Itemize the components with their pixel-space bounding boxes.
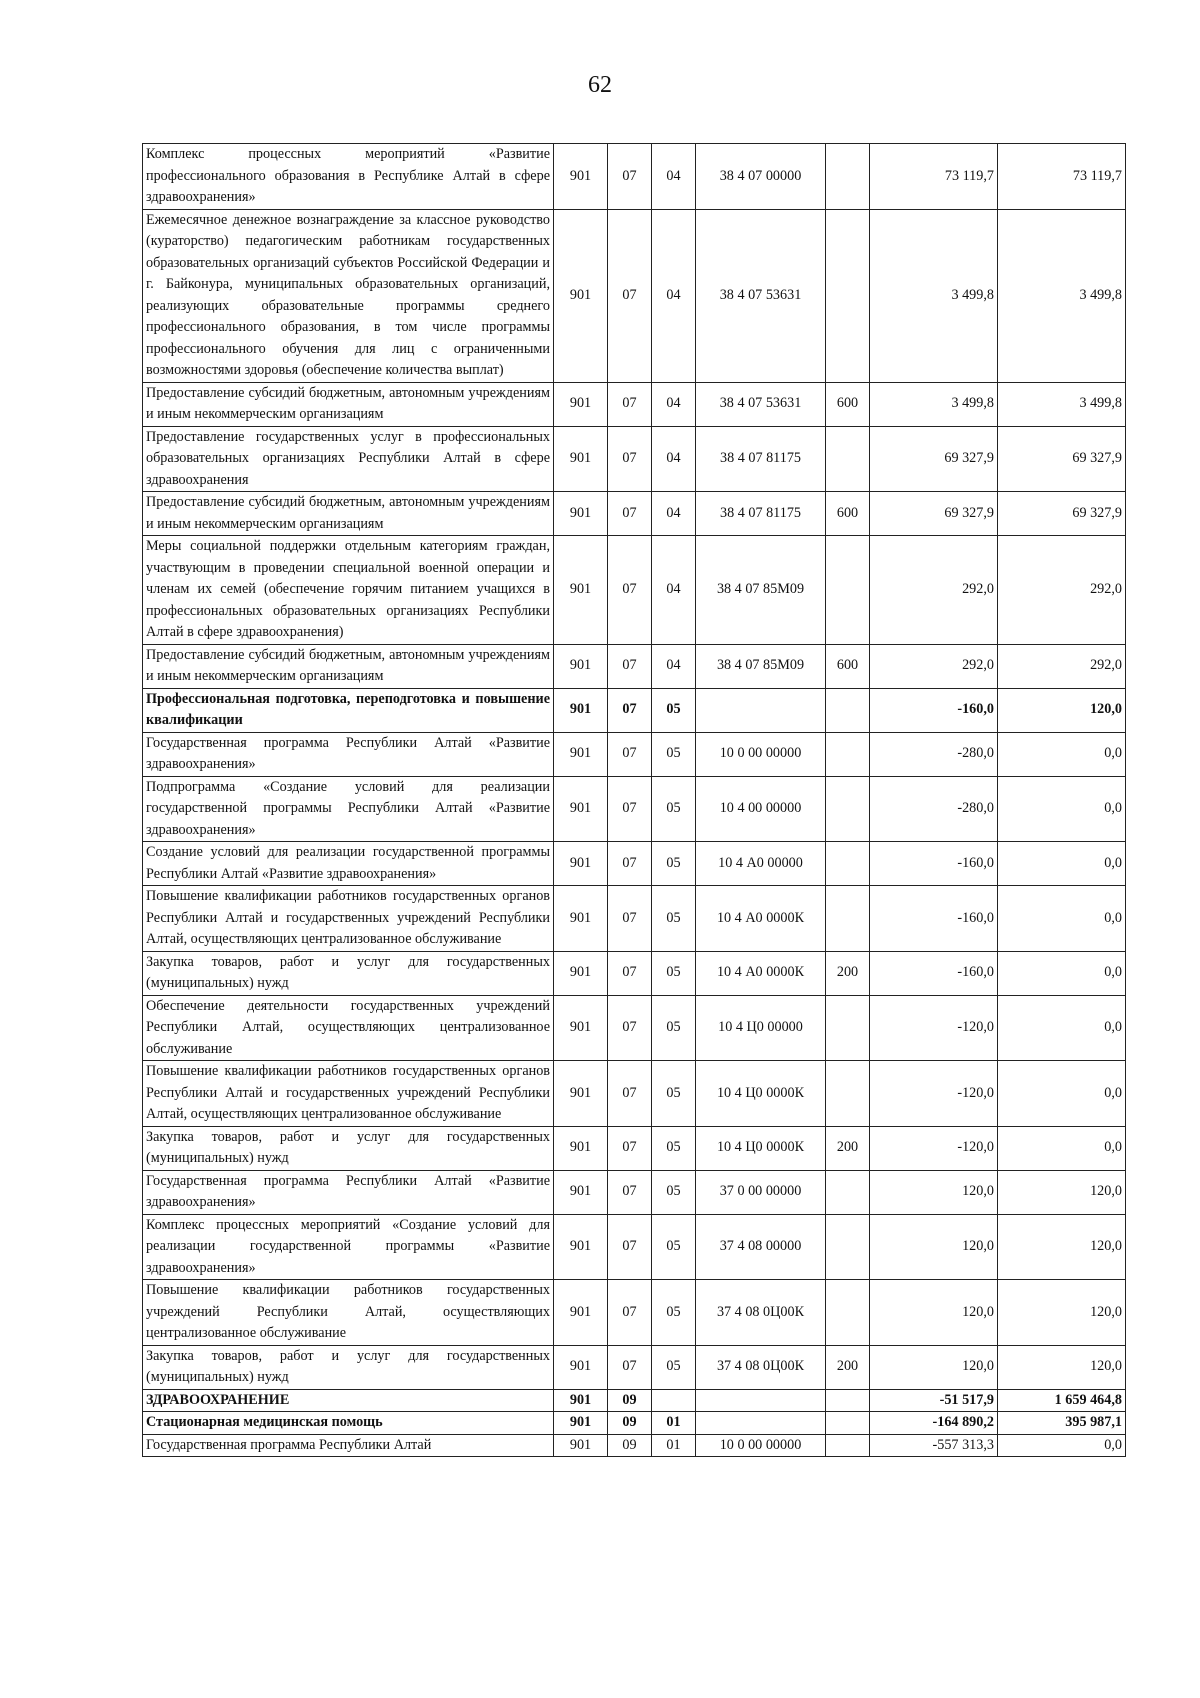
- cell-name: Стационарная медицинская помощь: [143, 1412, 554, 1435]
- cell-subsection: 01: [652, 1412, 696, 1435]
- cell-name: Государственная программа Республики Алтай «Развитие здравоохранения»: [143, 1170, 554, 1214]
- cell-subsection: 05: [652, 688, 696, 732]
- cell-amount-1: 120,0: [870, 1280, 998, 1346]
- cell-section: 07: [608, 536, 652, 645]
- cell-amount-1: 3 499,8: [870, 382, 998, 426]
- cell-name: Меры социальной поддержки отдельным категориям граждан, участвующим в проведении специальной военной операции и членам их семей (обеспечение горячим питанием учащихся в профессиональных образовательных организациях Республики Алтай в сфере здравоохранения): [143, 536, 554, 645]
- cell-amount-1: 69 327,9: [870, 492, 998, 536]
- cell-name: Предоставление субсидий бюджетным, автономным учреждениям и иным некоммерческим организациям: [143, 644, 554, 688]
- cell-amount-1: -160,0: [870, 842, 998, 886]
- cell-section: 09: [608, 1412, 652, 1435]
- cell-subsection: 05: [652, 842, 696, 886]
- cell-section: 07: [608, 144, 652, 210]
- table-row: [143, 995, 1126, 1061]
- cell-expense-type: [826, 776, 870, 842]
- cell-amount-2: 0,0: [998, 1126, 1126, 1170]
- cell-admin-code: 901: [554, 144, 608, 210]
- cell-admin-code: 901: [554, 688, 608, 732]
- cell-target-article: 10 4 Ц0 00000: [696, 995, 826, 1061]
- cell-amount-2: 73 119,7: [998, 144, 1126, 210]
- cell-expense-type: [826, 1061, 870, 1127]
- page-number: 62: [588, 72, 612, 98]
- cell-expense-type: 200: [826, 1126, 870, 1170]
- cell-amount-1: 120,0: [870, 1345, 998, 1389]
- cell-target-article: 10 4 00 00000: [696, 776, 826, 842]
- cell-admin-code: 901: [554, 732, 608, 776]
- cell-admin-code: 901: [554, 995, 608, 1061]
- cell-admin-code: 901: [554, 1214, 608, 1280]
- cell-name: Повышение квалификации работников государственных органов Республики Алтай и государственных учреждений Республики Алтай, осуществляющих централизованное обслуживание: [143, 886, 554, 952]
- cell-amount-2: 0,0: [998, 732, 1126, 776]
- cell-subsection: 04: [652, 144, 696, 210]
- table-row: [143, 1389, 1126, 1412]
- cell-amount-2: 395 987,1: [998, 1412, 1126, 1435]
- cell-subsection: 05: [652, 1126, 696, 1170]
- table-row: [143, 951, 1126, 995]
- cell-amount-1: 73 119,7: [870, 144, 998, 210]
- cell-section: 07: [608, 644, 652, 688]
- cell-section: 09: [608, 1434, 652, 1457]
- cell-amount-1: 292,0: [870, 536, 998, 645]
- cell-target-article: 37 4 08 00000: [696, 1214, 826, 1280]
- cell-name: Предоставление субсидий бюджетным, автономным учреждениям и иным некоммерческим организациям: [143, 492, 554, 536]
- cell-section: 07: [608, 688, 652, 732]
- table-row: [143, 492, 1126, 536]
- cell-admin-code: 901: [554, 209, 608, 382]
- cell-section: 07: [608, 1345, 652, 1389]
- table-row: [143, 1170, 1126, 1214]
- cell-admin-code: 901: [554, 886, 608, 952]
- budget-table-body: [143, 144, 1126, 1457]
- cell-subsection: 05: [652, 1170, 696, 1214]
- cell-admin-code: 901: [554, 1280, 608, 1346]
- cell-section: 07: [608, 842, 652, 886]
- cell-section: 07: [608, 1280, 652, 1346]
- cell-expense-type: 200: [826, 951, 870, 995]
- cell-name: Закупка товаров, работ и услуг для государственных (муниципальных) нужд: [143, 951, 554, 995]
- cell-amount-2: 292,0: [998, 644, 1126, 688]
- cell-amount-2: 3 499,8: [998, 209, 1126, 382]
- table-row: [143, 1412, 1126, 1435]
- cell-subsection: 04: [652, 382, 696, 426]
- cell-amount-1: -120,0: [870, 1061, 998, 1127]
- table-row: [143, 144, 1126, 210]
- cell-admin-code: 901: [554, 1389, 608, 1412]
- cell-subsection: 05: [652, 776, 696, 842]
- cell-section: 07: [608, 951, 652, 995]
- cell-subsection: 04: [652, 426, 696, 492]
- cell-name: Повышение квалификации работников государственных учреждений Республики Алтай, осуществляющих централизованное обслуживание: [143, 1280, 554, 1346]
- cell-expense-type: [826, 209, 870, 382]
- cell-amount-2: 120,0: [998, 1345, 1126, 1389]
- table-row: [143, 1214, 1126, 1280]
- cell-subsection: 04: [652, 492, 696, 536]
- cell-section: 07: [608, 1126, 652, 1170]
- table-row: [143, 776, 1126, 842]
- cell-subsection: [652, 1389, 696, 1412]
- cell-amount-1: -120,0: [870, 995, 998, 1061]
- cell-name: Ежемесячное денежное вознаграждение за классное руководство (кураторство) педагогическим работникам государственных образовательных организаций субъектов Российской Федерации и г. Байконура, муниципальных образовательных организаций, реализующих образовательные программы среднего профессионального образования, в том числе программы профессионального обучения для лиц с ограниченными возможностями здоровья (обеспечение количества выплат): [143, 209, 554, 382]
- cell-amount-1: 3 499,8: [870, 209, 998, 382]
- cell-expense-type: [826, 886, 870, 952]
- cell-target-article: 38 4 07 00000: [696, 144, 826, 210]
- cell-target-article: 38 4 07 81175: [696, 492, 826, 536]
- cell-name: Государственная программа Республики Алтай «Развитие здравоохранения»: [143, 732, 554, 776]
- cell-target-article: 38 4 07 53631: [696, 382, 826, 426]
- cell-admin-code: 901: [554, 951, 608, 995]
- cell-amount-2: 120,0: [998, 1280, 1126, 1346]
- cell-admin-code: 901: [554, 382, 608, 426]
- cell-amount-1: 292,0: [870, 644, 998, 688]
- cell-target-article: 38 4 07 85М09: [696, 536, 826, 645]
- cell-expense-type: 600: [826, 382, 870, 426]
- cell-subsection: 05: [652, 1345, 696, 1389]
- cell-target-article: [696, 1389, 826, 1412]
- cell-amount-1: -160,0: [870, 688, 998, 732]
- cell-expense-type: 600: [826, 492, 870, 536]
- table-row: [143, 1434, 1126, 1457]
- cell-target-article: [696, 688, 826, 732]
- cell-amount-1: -280,0: [870, 732, 998, 776]
- cell-expense-type: [826, 1170, 870, 1214]
- cell-amount-2: 0,0: [998, 1434, 1126, 1457]
- cell-subsection: 04: [652, 209, 696, 382]
- cell-subsection: 05: [652, 1214, 696, 1280]
- cell-amount-2: 120,0: [998, 688, 1126, 732]
- cell-target-article: [696, 1412, 826, 1435]
- cell-subsection: 05: [652, 1061, 696, 1127]
- cell-amount-2: 1 659 464,8: [998, 1389, 1126, 1412]
- cell-admin-code: 901: [554, 1126, 608, 1170]
- cell-name: Предоставление государственных услуг в профессиональных образовательных организациях Республики Алтай в сфере здравоохранения: [143, 426, 554, 492]
- cell-amount-1: -51 517,9: [870, 1389, 998, 1412]
- cell-subsection: 04: [652, 644, 696, 688]
- cell-name: ЗДРАВООХРАНЕНИЕ: [143, 1389, 554, 1412]
- cell-amount-2: 69 327,9: [998, 426, 1126, 492]
- cell-subsection: 01: [652, 1434, 696, 1457]
- cell-expense-type: 600: [826, 644, 870, 688]
- cell-name: Обеспечение деятельности государственных учреждений Республики Алтай, осуществляющих централизованное обслуживание: [143, 995, 554, 1061]
- cell-section: 07: [608, 1170, 652, 1214]
- cell-subsection: 04: [652, 536, 696, 645]
- cell-admin-code: 901: [554, 1345, 608, 1389]
- cell-amount-1: -280,0: [870, 776, 998, 842]
- cell-name: Комплекс процессных мероприятий «Развитие профессионального образования в Республике Алтай в сфере здравоохранения»: [143, 144, 554, 210]
- cell-admin-code: 901: [554, 776, 608, 842]
- cell-target-article: 10 0 00 00000: [696, 732, 826, 776]
- cell-expense-type: [826, 688, 870, 732]
- cell-section: 07: [608, 382, 652, 426]
- cell-target-article: 10 4 А0 0000К: [696, 951, 826, 995]
- cell-name: Закупка товаров, работ и услуг для государственных (муниципальных) нужд: [143, 1126, 554, 1170]
- cell-admin-code: 901: [554, 1412, 608, 1435]
- cell-section: 07: [608, 492, 652, 536]
- cell-expense-type: [826, 1389, 870, 1412]
- cell-admin-code: 901: [554, 1061, 608, 1127]
- cell-section: 07: [608, 995, 652, 1061]
- cell-name: Закупка товаров, работ и услуг для государственных (муниципальных) нужд: [143, 1345, 554, 1389]
- cell-target-article: 10 0 00 00000: [696, 1434, 826, 1457]
- cell-amount-2: 0,0: [998, 776, 1126, 842]
- cell-admin-code: 901: [554, 1434, 608, 1457]
- cell-target-article: 37 4 08 0Ц00К: [696, 1345, 826, 1389]
- table-row: [143, 688, 1126, 732]
- cell-amount-2: 0,0: [998, 1061, 1126, 1127]
- cell-expense-type: [826, 1434, 870, 1457]
- cell-target-article: 10 4 А0 0000К: [696, 886, 826, 952]
- cell-admin-code: 901: [554, 536, 608, 645]
- cell-admin-code: 901: [554, 644, 608, 688]
- cell-target-article: 10 4 А0 00000: [696, 842, 826, 886]
- cell-amount-2: 0,0: [998, 886, 1126, 952]
- cell-subsection: 05: [652, 1280, 696, 1346]
- cell-amount-2: 292,0: [998, 536, 1126, 645]
- table-row: [143, 426, 1126, 492]
- budget-table: [142, 143, 1126, 1457]
- cell-name: Профессиональная подготовка, переподготовка и повышение квалификации: [143, 688, 554, 732]
- table-row: [143, 382, 1126, 426]
- cell-amount-1: 120,0: [870, 1170, 998, 1214]
- cell-section: 07: [608, 209, 652, 382]
- cell-amount-2: 3 499,8: [998, 382, 1126, 426]
- cell-amount-1: -160,0: [870, 951, 998, 995]
- cell-name: Повышение квалификации работников государственных органов Республики Алтай и государственных учреждений Республики Алтай, осуществляющих централизованное обслуживание: [143, 1061, 554, 1127]
- table-row: [143, 732, 1126, 776]
- cell-amount-1: 69 327,9: [870, 426, 998, 492]
- cell-name: Предоставление субсидий бюджетным, автономным учреждениям и иным некоммерческим организациям: [143, 382, 554, 426]
- table-row: [143, 1280, 1126, 1346]
- cell-amount-2: 120,0: [998, 1214, 1126, 1280]
- cell-section: 07: [608, 1214, 652, 1280]
- cell-amount-2: 120,0: [998, 1170, 1126, 1214]
- cell-expense-type: [826, 1280, 870, 1346]
- table-row: [143, 842, 1126, 886]
- table-row: [143, 1345, 1126, 1389]
- cell-admin-code: 901: [554, 842, 608, 886]
- cell-target-article: 37 4 08 0Ц00К: [696, 1280, 826, 1346]
- cell-subsection: 05: [652, 995, 696, 1061]
- table-row: [143, 536, 1126, 645]
- cell-section: 07: [608, 886, 652, 952]
- cell-admin-code: 901: [554, 492, 608, 536]
- cell-amount-2: 0,0: [998, 951, 1126, 995]
- cell-target-article: 38 4 07 85М09: [696, 644, 826, 688]
- cell-expense-type: [826, 732, 870, 776]
- cell-section: 07: [608, 732, 652, 776]
- cell-amount-1: -120,0: [870, 1126, 998, 1170]
- cell-section: 07: [608, 426, 652, 492]
- table-row: [143, 644, 1126, 688]
- cell-amount-2: 0,0: [998, 995, 1126, 1061]
- cell-expense-type: [826, 536, 870, 645]
- cell-subsection: 05: [652, 886, 696, 952]
- cell-name: Комплекс процессных мероприятий «Создание условий для реализации государственной программы «Развитие здравоохранения»: [143, 1214, 554, 1280]
- cell-amount-2: 69 327,9: [998, 492, 1126, 536]
- cell-admin-code: 901: [554, 1170, 608, 1214]
- cell-section: 07: [608, 1061, 652, 1127]
- table-row: [143, 1126, 1126, 1170]
- cell-section: 09: [608, 1389, 652, 1412]
- cell-expense-type: 200: [826, 1345, 870, 1389]
- cell-subsection: 05: [652, 951, 696, 995]
- cell-amount-1: -160,0: [870, 886, 998, 952]
- cell-amount-1: 120,0: [870, 1214, 998, 1280]
- cell-target-article: 10 4 Ц0 0000К: [696, 1061, 826, 1127]
- cell-admin-code: 901: [554, 426, 608, 492]
- cell-target-article: 37 0 00 00000: [696, 1170, 826, 1214]
- cell-expense-type: [826, 1214, 870, 1280]
- cell-amount-1: -557 313,3: [870, 1434, 998, 1457]
- cell-target-article: 38 4 07 53631: [696, 209, 826, 382]
- cell-expense-type: [826, 842, 870, 886]
- cell-expense-type: [826, 144, 870, 210]
- cell-expense-type: [826, 1412, 870, 1435]
- cell-expense-type: [826, 426, 870, 492]
- cell-amount-2: 0,0: [998, 842, 1126, 886]
- cell-target-article: 38 4 07 81175: [696, 426, 826, 492]
- cell-name: Государственная программа Республики Алтай: [143, 1434, 554, 1457]
- cell-subsection: 05: [652, 732, 696, 776]
- cell-section: 07: [608, 776, 652, 842]
- cell-target-article: 10 4 Ц0 0000К: [696, 1126, 826, 1170]
- table-row: [143, 886, 1126, 952]
- cell-amount-1: -164 890,2: [870, 1412, 998, 1435]
- table-row: [143, 209, 1126, 382]
- table-row: [143, 1061, 1126, 1127]
- cell-name: Создание условий для реализации государственной программы Республики Алтай «Развитие здравоохранения»: [143, 842, 554, 886]
- cell-expense-type: [826, 995, 870, 1061]
- cell-name: Подпрограмма «Создание условий для реализации государственной программы Республики Алтай «Развитие здравоохранения»: [143, 776, 554, 842]
